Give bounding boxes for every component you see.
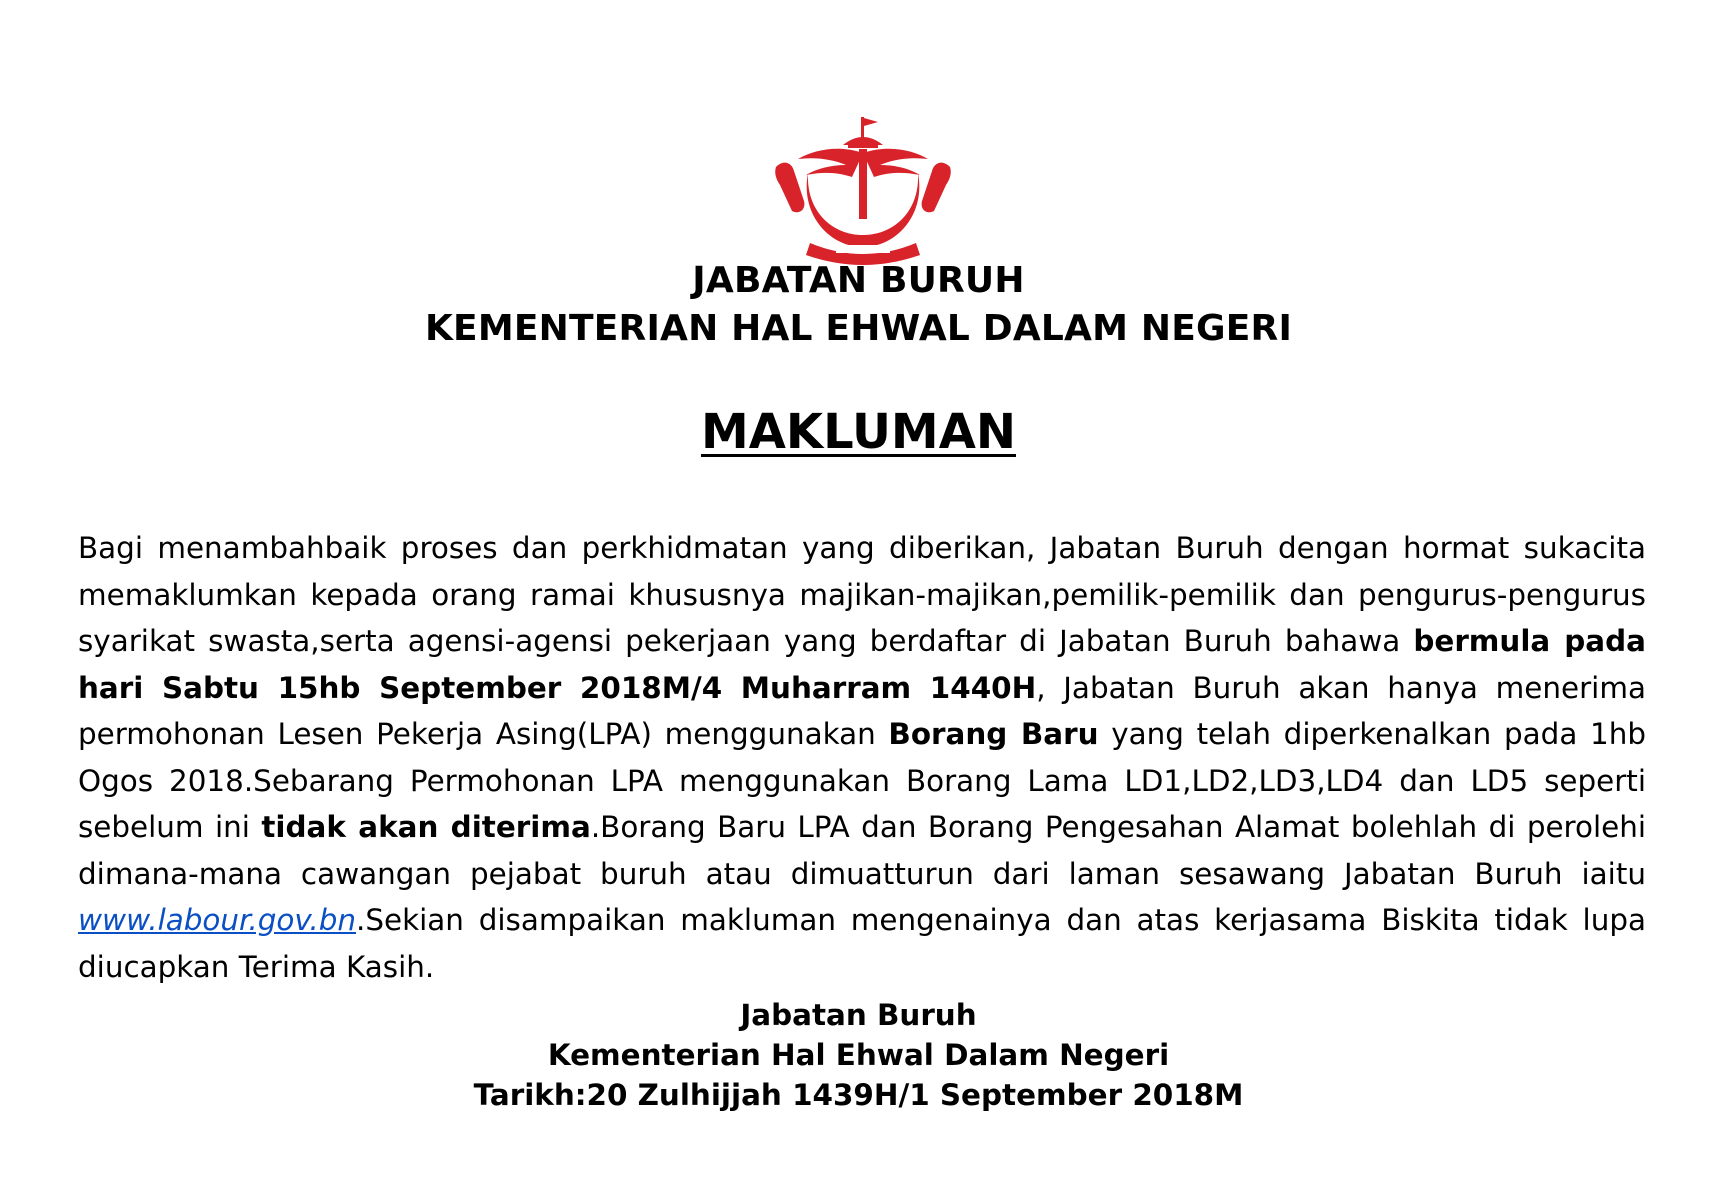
body-text-1: Bagi menambahbaik proses dan perkhidmatan yang diberikan, Jabatan Buruh dengan hormat sukacita memaklumkan kepada orang ramai khususnya majikan-majikan,pemilik-pemilik dan pengurus-pengurus syarikat swasta,serta agensi-agensi pekerjaan yang berdaftar di Jabatan Buruh bahawa xyxy=(78,531,1646,658)
notice-body xyxy=(78,525,1646,990)
signature-date: Tarikh:20 Zulhijjah 1439H/1 September 2018M xyxy=(473,1078,1244,1112)
body-text-5: .Sekian disampaikan makluman mengenainya dan atas kerjasama Biskita tidak lupa diucapkan Terima Kasih. xyxy=(78,903,1646,984)
department-heading: JABATAN BURUH xyxy=(692,260,1025,301)
body-text-4: .Borang Baru LPA dan Borang Pengesahan Alamat bolehlah di perolehi dimana-mana cawangan pejabat buruh atau dimuatturun dari laman sesawang Jabatan Buruh iaitu xyxy=(78,810,1647,891)
body-text-3: yang telah diperkenalkan pada 1hb Ogos 2018.Sebarang Permohonan LPA menggunakan Borang Lama LD1,LD2,LD3,LD4 dan LD5 seperti sebelum ini xyxy=(78,717,1646,844)
notice-title-text: MAKLUMAN xyxy=(700,404,1017,460)
ministry-heading: KEMENTERIAN HAL EHWAL DALAM NEGERI xyxy=(424,308,1293,349)
body-bold-not-accepted: tidak akan diterima xyxy=(261,810,591,844)
body-text-2: , Jabatan Buruh akan hanya menerima permohonan Lesen Pekerja Asing(LPA) menggunakan xyxy=(78,670,1646,751)
brunei-crest-icon xyxy=(770,115,956,265)
website-link[interactable]: www.labour.gov.bn xyxy=(78,903,357,937)
body-bold-start-date: bermula pada hari Sabtu 15hb September 2018M/4 Muharram 1440H xyxy=(78,624,1646,705)
signature-ministry: Kementerian Hal Ehwal Dalam Negeri xyxy=(547,1038,1170,1072)
body-bold-new-form: Borang Baru xyxy=(888,717,1099,751)
signature-department: Jabatan Buruh xyxy=(740,998,977,1032)
notice-title xyxy=(0,402,1717,462)
